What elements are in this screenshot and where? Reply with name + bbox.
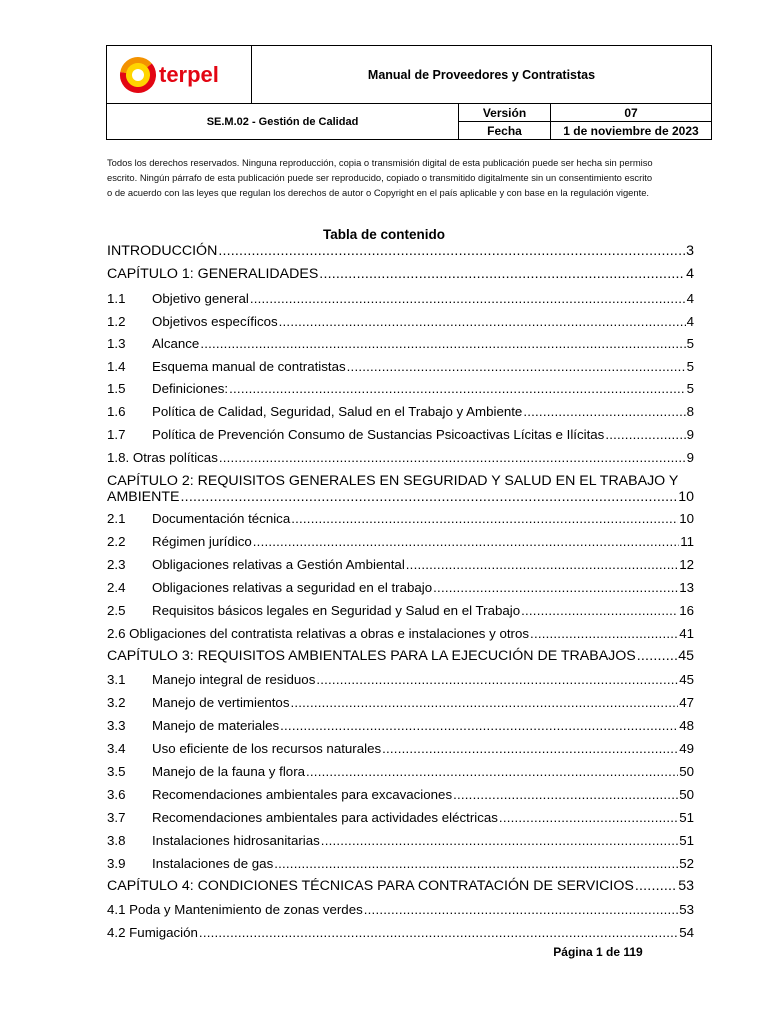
toc-entry-page: 53: [679, 902, 694, 917]
toc-entry-number: 3.3: [107, 718, 126, 733]
version-label: Versión: [459, 104, 551, 122]
toc-entry[interactable]: [107, 555, 694, 574]
toc-entry-text: Requisitos básicos legales en Seguridad y Salud en el Trabajo: [152, 603, 521, 618]
toc-entry[interactable]: [107, 473, 694, 505]
toc-entry[interactable]: [107, 762, 694, 781]
toc-entry-page: 13: [679, 580, 694, 595]
toc-entry-page: 52: [679, 856, 694, 871]
toc-entry-number: 1.6: [107, 404, 126, 419]
toc-entry-text: Política de Calidad, Seguridad, Salud en el Trabajo y Ambiente: [152, 404, 523, 419]
toc-entry-number: 2.5: [107, 603, 126, 618]
svg-text:terpel: terpel: [159, 61, 219, 87]
toc-entry-page: 5: [686, 336, 694, 351]
toc-entry-text: 1.8. Otras políticas: [107, 450, 218, 465]
toc-entry-page: 45: [678, 648, 694, 664]
toc-entry-page: 11: [680, 534, 694, 549]
toc-entry-number: 3.9: [107, 856, 126, 871]
toc-entry-text: Instalaciones de gas: [152, 856, 274, 871]
toc-entry-page: 51: [679, 810, 694, 825]
toc-entry-text: 4.1 Poda y Mantenimiento de zonas verdes: [107, 902, 363, 917]
toc-entry-page: 53: [678, 878, 694, 894]
toc-entry-page: 8: [686, 404, 694, 419]
toc-entry-text: Esquema manual de contratistas: [152, 359, 346, 374]
toc-entry-text: Instalaciones hidrosanitarias: [152, 833, 320, 848]
toc-entry-page: 41: [679, 626, 694, 641]
toc-entry[interactable]: [107, 647, 694, 666]
toc-title: Tabla de contenido: [322, 227, 445, 242]
toc-entry-number: 2.4: [107, 580, 126, 595]
toc-entry-text: CAPÍTULO 2: REQUISITOS GENERALES EN SEGURIDAD Y SALUD EN EL TRABAJO Y: [107, 473, 679, 489]
toc-entry-text: Objetivos específicos: [152, 314, 278, 329]
toc-entry[interactable]: [107, 739, 694, 758]
toc-entry-number: 3.2: [107, 695, 126, 710]
manual-title: Manual de Proveedores y Contratistas: [367, 67, 596, 82]
toc-entry[interactable]: [107, 265, 694, 284]
toc-entry[interactable]: [107, 693, 694, 712]
toc-entry-page: 50: [679, 787, 694, 802]
toc-entry[interactable]: [107, 379, 694, 398]
date-label: Fecha: [459, 122, 551, 140]
toc-entry-number: 3.1: [107, 672, 126, 687]
toc-entry[interactable]: [107, 242, 694, 261]
toc-entry-page: 10: [678, 489, 694, 505]
toc-entry[interactable]: [107, 289, 694, 308]
toc-entry-text: Obligaciones relativas a Gestión Ambiental: [152, 557, 405, 572]
copyright-line: Todos los derechos reservados. Ninguna reproducción, copia o transmisión digital de esta publicación puede ser hecha sin permiso: [107, 157, 653, 168]
toc-entry[interactable]: [107, 578, 694, 597]
toc-entry[interactable]: [107, 923, 694, 942]
toc-entry-number: 3.5: [107, 764, 126, 779]
toc-entry-text: Régimen jurídico: [152, 534, 252, 549]
toc-entry-page: 12: [679, 557, 694, 572]
toc-entry[interactable]: [107, 357, 694, 376]
toc-entry-number: 2.2: [107, 534, 126, 549]
toc-entry-number: 1.1: [107, 291, 126, 306]
toc-entry-text: Manejo de la fauna y flora: [152, 764, 306, 779]
toc-entry-text: Obligaciones relativas a seguridad en el trabajo: [152, 580, 433, 595]
toc-entry[interactable]: [107, 785, 694, 804]
toc-entry-text: Manejo de vertimientos: [152, 695, 290, 710]
toc-entry-text: Definiciones:: [152, 381, 229, 396]
document-header-table: [106, 45, 712, 140]
toc-entry-text: Manejo integral de residuos: [152, 672, 316, 687]
toc-entry-page: 4: [686, 314, 694, 329]
toc-entry-page: 4: [686, 291, 694, 306]
toc-entry[interactable]: [107, 877, 694, 896]
terpel-logo-icon: [119, 55, 239, 95]
toc-entry[interactable]: [107, 425, 694, 444]
toc-entry-number: 2.3: [107, 557, 126, 572]
toc-entry[interactable]: [107, 900, 694, 919]
toc-entry-text: Alcance: [152, 336, 200, 351]
toc-entry[interactable]: [107, 854, 694, 873]
toc-entry-page: 49: [679, 741, 694, 756]
toc-entry[interactable]: [107, 670, 694, 689]
toc-entry-text: Recomendaciones ambientales para excavaciones: [152, 787, 453, 802]
toc-entry-page: 3: [686, 243, 694, 259]
toc-entry[interactable]: [107, 532, 694, 551]
copyright-line: escrito. Ningún párrafo de esta publicación puede ser reproducido, copiado o transmitido digitalmente sin un consentimiento escrito: [107, 172, 653, 183]
toc-entry-text: Recomendaciones ambientales para actividades eléctricas: [152, 810, 498, 825]
toc-entry-text: 2.6 Obligaciones del contratista relativas a obras e instalaciones y otros: [107, 626, 530, 641]
toc-entry-number: 1.3: [107, 336, 126, 351]
page-number: Página 1 de 119: [553, 945, 643, 959]
toc-entry-page: 47: [679, 695, 694, 710]
document-code: SE.M.02 - Gestión de Calidad: [107, 104, 459, 139]
toc-entry[interactable]: [107, 312, 694, 331]
toc-entry[interactable]: [107, 716, 694, 735]
toc-entry-page: 9: [686, 450, 694, 465]
date-value: 1 de noviembre de 2023: [563, 124, 699, 138]
toc-entry-text: INTRODUCCIÓN: [107, 243, 218, 259]
toc-entry[interactable]: [107, 402, 694, 421]
toc-entry-number: 1.7: [107, 427, 126, 442]
toc-entry-number: 3.6: [107, 787, 126, 802]
toc-entry[interactable]: [107, 624, 694, 643]
toc-entry[interactable]: [107, 831, 694, 850]
toc-entry-page: 48: [679, 718, 694, 733]
toc-entry[interactable]: [107, 808, 694, 827]
toc-entry-text: Documentación técnica: [152, 511, 291, 526]
toc-entry-page: 4: [686, 266, 694, 282]
terpel-logo: [107, 46, 252, 103]
toc-entry-number: 3.4: [107, 741, 126, 756]
toc-entry-page: 10: [679, 511, 694, 526]
toc-entry-text: CAPÍTULO 4: CONDICIONES TÉCNICAS PARA CONTRATACIÓN DE SERVICIOS: [107, 878, 634, 894]
toc-entry-text: Manejo de materiales: [152, 718, 280, 733]
toc-entry[interactable]: [107, 601, 694, 620]
toc-entry-text: Política de Prevención Consumo de Sustancias Psicoactivas Lícitas e Ilícitas: [152, 427, 605, 442]
toc-entry-page: 5: [686, 381, 694, 396]
toc-entry-number: 3.8: [107, 833, 126, 848]
toc-entry-text: Uso eficiente de los recursos naturales: [152, 741, 382, 756]
page-number-footer: [0, 945, 768, 959]
toc-entry[interactable]: [107, 334, 694, 353]
toc-entry-text: CAPÍTULO 3: REQUISITOS AMBIENTALES PARA LA EJECUCIÓN DE TRABAJOS: [107, 648, 636, 664]
toc-entry-page: 50: [679, 764, 694, 779]
toc-entry-page: 45: [679, 672, 694, 687]
toc-entry-text: CAPÍTULO 1: GENERALIDADES: [107, 266, 319, 282]
copyright-line: o de acuerdo con las leyes que regulan los derechos de autor o Copyright en el país aplicable y con base en la regulación vigente.: [107, 187, 650, 198]
toc-entry-number: 1.4: [107, 359, 126, 374]
version-value: 07: [551, 104, 711, 122]
toc-entry-number: 2.1: [107, 511, 126, 526]
toc-entry-number: 3.7: [107, 810, 126, 825]
toc-entry[interactable]: [107, 509, 694, 528]
toc-entry-text: 4.2 Fumigación: [107, 925, 198, 940]
toc-entry-text: Objetivo general: [152, 291, 249, 306]
toc-entry-page: 5: [686, 359, 694, 374]
toc-entry-page: 16: [679, 603, 694, 618]
copyright-notice: [107, 155, 711, 200]
toc-entry-text-continued: AMBIENTE: [107, 489, 180, 505]
toc-entry-page: 9: [686, 427, 694, 442]
toc-entry-number: 1.2: [107, 314, 126, 329]
toc-entry-page: 51: [679, 833, 694, 848]
toc-entry[interactable]: [107, 448, 694, 467]
toc-entry-page: 54: [679, 925, 694, 940]
toc-entry-number: 1.5: [107, 381, 126, 396]
